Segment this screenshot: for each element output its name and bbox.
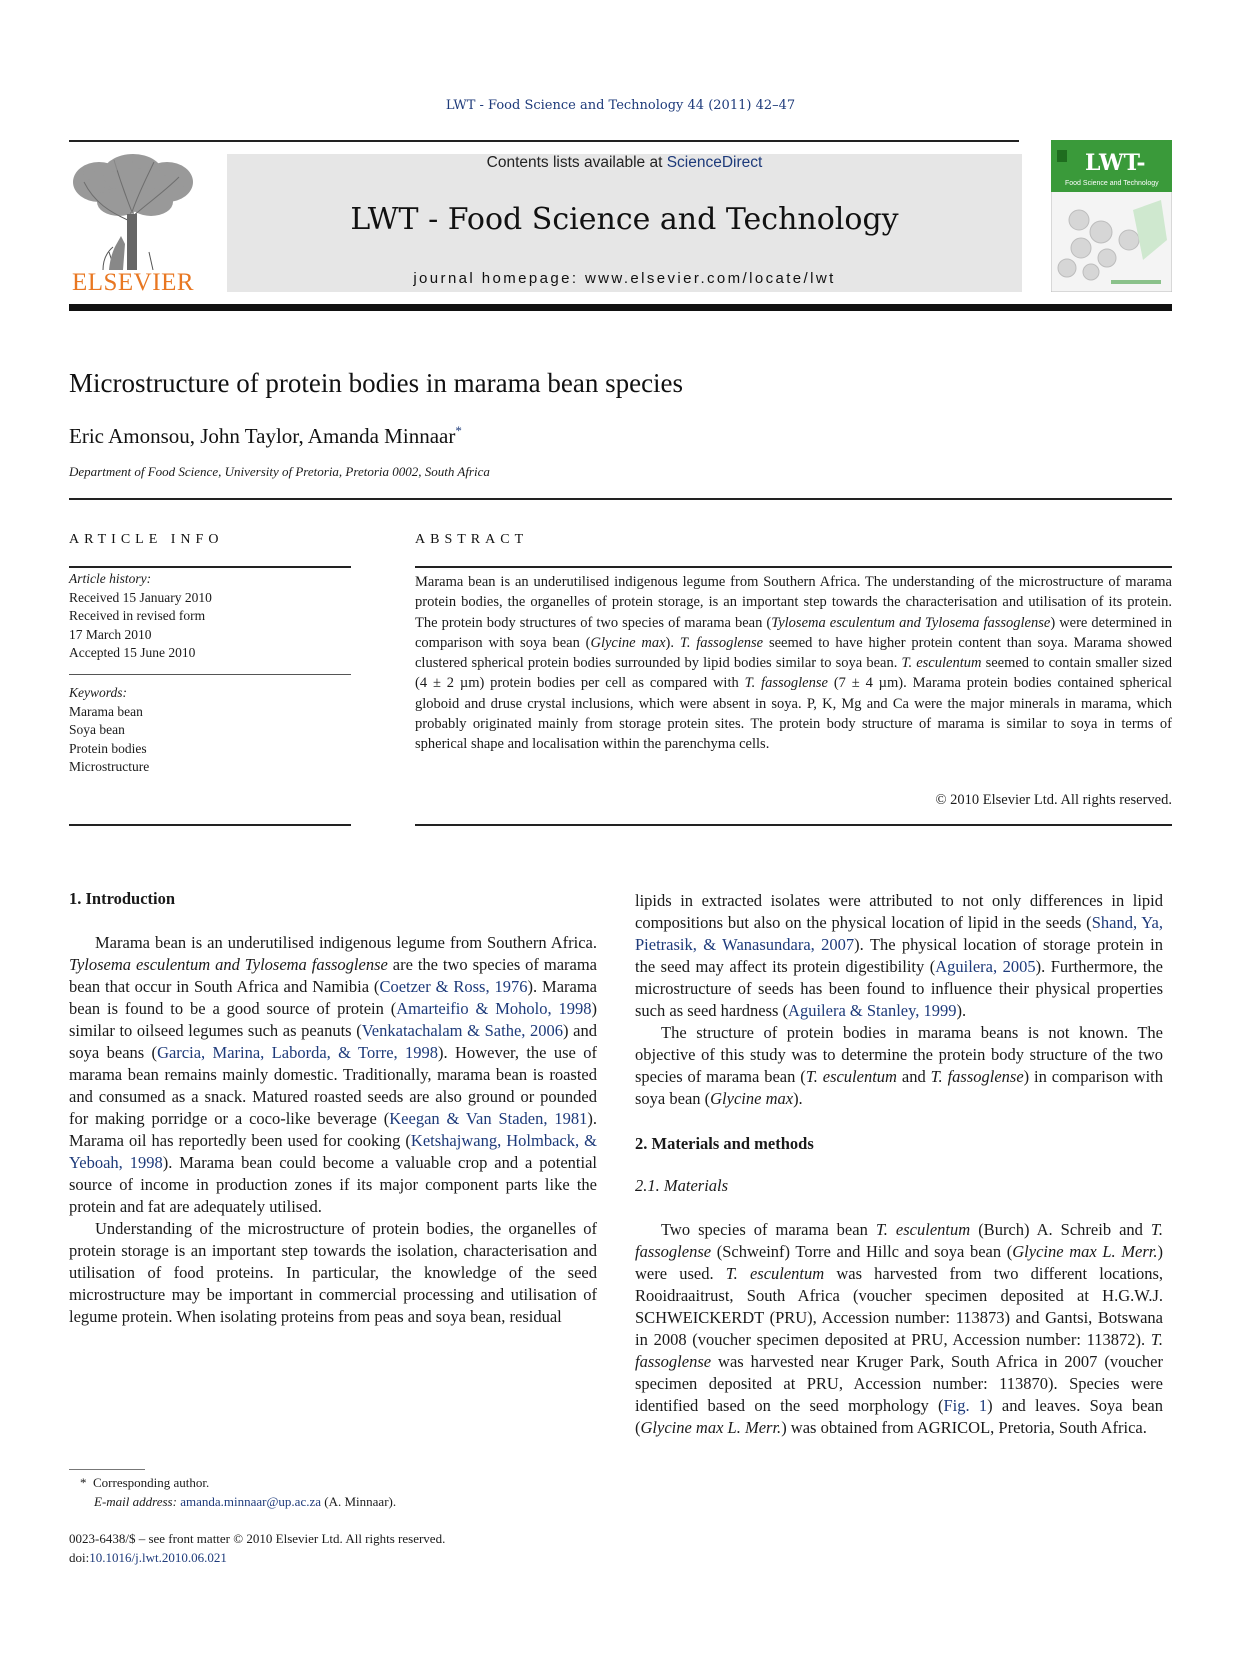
citation-link[interactable]: Keegan & Van Staden, 1981 <box>389 1109 588 1128</box>
keywords-label: Keywords: <box>69 685 127 700</box>
cover-subtitle: Food Science and Technology <box>1065 180 1159 187</box>
article-info-bottom-rule <box>69 824 351 826</box>
header-rule <box>69 140 1019 142</box>
abstract-rule <box>415 566 1172 568</box>
section-rule <box>69 498 1172 500</box>
paragraph: Understanding of the microstructure of protein bodies, the organelles of protein storage is an important step towards the isolation, characterisation and utilisation of food proteins. In particular, the knowledge of the seed microstructure may be important in commercial processing and utilisation of legume protein. When isolating proteins from peas and soya bean, residual <box>69 1219 597 1326</box>
email-link[interactable]: amanda.minnaar@up.ac.za <box>180 1493 322 1509</box>
history-item: Received in revised form <box>69 608 206 623</box>
doi-line: doi:10.1016/j.lwt.2010.06.021 <box>69 1549 227 1565</box>
journal-banner <box>227 154 1022 292</box>
abstract-copyright: © 2010 Elsevier Ltd. All rights reserved. <box>935 792 1172 808</box>
paragraph: Two species of marama bean T. esculentum (Burch) A. Schreib and T. fassoglense (Schweinf) Torre and Hillc and soya bean (Glycine max L. Merr.) were used. T. esculentum was harvested from two different locations, Rooidraaitrust, South Africa (voucher specimen deposited at H.G.W.J. SCHWEICKERDT (PRU), Accession number: 113873) and Gantsi, Botswana in 2008 (voucher specimen deposited at PRU, Accession number: 113872). T. fassoglense was harvested near Kruger Park, South Africa in 2007 (voucher specimen deposited at PRU, Accession number: 113870). Species were identified based on the seed morphology (Fig. 1) and leaves. Soya bean (Glycine max L. Merr.) was obtained from AGRICOL, Pretoria, South Africa. <box>635 1220 1163 1437</box>
keyword-item: Marama bean <box>69 703 143 719</box>
elsevier-logo <box>69 152 197 297</box>
citation-link[interactable]: Ketshajwang, Holmback, & Yeboah, 1998 <box>69 1131 597 1172</box>
paragraph: lipids in extracted isolates were attributed to not only differences in lipid compositions but also on the physical location of lipid in the seeds (Shand, Ya, Pietrasik, & Wanasundara, 2007). The physical location of storage protein in the seed may affect its protein digestibility (Aguilera, 2005). Furthermore, the microstructure of seeds has been found to influence their physical properties such as seed hardness (Aguilera & Stanley, 1999). <box>635 891 1163 1020</box>
sciencedirect-link[interactable]: ScienceDirect <box>666 154 763 171</box>
keyword-item: Soya bean <box>69 722 125 737</box>
history-item: Accepted 15 June 2010 <box>69 645 196 660</box>
history-item: 17 March 2010 <box>69 626 152 642</box>
figure-link[interactable]: Fig. 1 <box>943 1396 988 1415</box>
article-title: Microstructure of protein bodies in marama bean species <box>69 368 684 398</box>
body-column-left <box>69 888 597 1328</box>
citation-link[interactable]: Aguilera, 2005 <box>935 957 1036 976</box>
abstract-bottom-rule <box>415 824 1172 826</box>
journal-cover <box>1051 140 1172 292</box>
keyword-item: Protein bodies <box>69 740 147 756</box>
section-heading-methods: 2. Materials and methods <box>635 1134 814 1153</box>
history-label: Article history: <box>69 571 152 586</box>
running-head[interactable]: LWT - Food Science and Technology 44 (2011) 42–47 <box>445 98 796 113</box>
abstract-heading: ABSTRACT <box>415 532 529 547</box>
affiliation: Department of Food Science, University of Pretoria, Pretoria 0002, South Africa <box>69 464 490 479</box>
tree-icon <box>69 152 197 270</box>
doi-link[interactable]: 10.1016/j.lwt.2010.06.021 <box>89 1549 227 1565</box>
history-item: Received 15 January 2010 <box>69 589 212 605</box>
article-info-rule <box>69 566 351 568</box>
footnote-rule <box>69 1469 145 1470</box>
front-matter <box>69 1530 445 1567</box>
keywords <box>69 684 149 777</box>
contents-line: Contents lists available at ScienceDirect <box>486 154 763 171</box>
paragraph: The structure of protein bodies in marama beans is not known. The objective of this study was to determine the protein body structure of the two species of marama bean (T. esculentum and T. fassoglense) in comparison with soya bean (Glycine max). <box>635 1023 1163 1108</box>
email-line: E-mail address: amanda.minnaar@up.ac.za (A. Minnaar). <box>94 1493 397 1509</box>
article-info-divider <box>69 674 351 675</box>
article-info-heading: ARTICLE INFO <box>69 532 224 547</box>
citation-link[interactable]: Venkatachalam & Sathe, 2006 <box>361 1021 564 1040</box>
elsevier-wordmark: ELSEVIER <box>71 269 195 296</box>
cover-title: LWT- <box>1085 150 1146 176</box>
citation-link[interactable]: Garcia, Marina, Laborda, & Torre, 1998 <box>157 1043 439 1062</box>
header-thick-rule <box>69 304 1172 311</box>
journal-title: LWT - Food Science and Technology <box>350 202 899 237</box>
corresponding-author-mark[interactable]: * <box>455 423 462 438</box>
citation-link[interactable]: Shand, Ya, Pietrasik, & Wanasundara, 2007 <box>635 913 1163 954</box>
issn-line: 0023-6438/$ – see front matter © 2010 Elsevier Ltd. All rights reserved. <box>69 1531 446 1546</box>
section-heading-introduction: 1. Introduction <box>69 889 176 908</box>
corresponding-author-note: * Corresponding author. <box>80 1475 210 1490</box>
body-column-right <box>635 890 1163 1439</box>
journal-homepage[interactable]: journal homepage: www.elsevier.com/locate/lwt <box>413 270 836 287</box>
abstract-text: Marama bean is an underutilised indigenous legume from Southern Africa. The understanding of the microstructure of marama protein bodies, the organelles of protein storage, is an important step towards the characterisation and utilisation of its protein. The protein body structures of two species of marama bean (Tylosema esculentum and Tylosema fassoglense) were determined in comparison with soya bean (Glycine max). T. fassoglense seemed to have higher protein content than soya. Marama showed clustered spherical protein bodies surrounded by lipid bodies similar to soya bean. T. esculentum seemed to contain smaller sized (4 ± 2 µm) protein bodies per cell as compared with T. fassoglense (7 ± 4 µm). Marama protein bodies contained spherical globoid and druse crystal inclusions, which were absent in soya. P, K, Mg and Ca were the major minerals in marama, which probably originated mainly from storage protein sites. The protein body structure of marama is similar to soya in terms of spherical shape and localisation within the parenchyma cells. <box>415 574 1173 753</box>
citation-link[interactable]: Coetzer & Ross, 1976 <box>379 977 528 996</box>
keyword-item: Microstructure <box>69 759 150 774</box>
author-list: Eric Amonsou, John Taylor, Amanda Minnaar* <box>69 423 462 448</box>
citation-link[interactable]: Amarteifio & Moholo, 1998 <box>396 999 592 1018</box>
article-history <box>69 570 212 663</box>
subsection-heading-materials: 2.1. Materials <box>635 1176 729 1195</box>
citation-link[interactable]: Aguilera & Stanley, 1999 <box>788 1001 957 1020</box>
footnote <box>80 1474 396 1511</box>
paragraph: Marama bean is an underutilised indigenous legume from Southern Africa. Tylosema esculentum and Tylosema fassoglense are the two species of marama bean that occur in South Africa and Namibia (Coetzer & Ross, 1976). Marama bean is found to be a good source of protein (Amarteifio & Moholo, 1998) similar to oilseed legumes such as peanuts (Venkatachalam & Sathe, 2006) and soya beans (Garcia, Marina, Laborda, & Torre, 1998). However, the use of marama bean remains mainly domestic. Traditionally, marama bean is roasted and consumed as a snack. Matured roasted seeds are also ground or pounded for making porridge or a coco-like beverage (Keegan & Van Staden, 1981). Marama oil has reportedly been used for cooking (Ketshajwang, Holmback, & Yeboah, 1998). Marama bean could become a valuable crop and a potential source of income in production zones if its major component parts like the protein and fat are adequately utilised. <box>69 933 598 1216</box>
